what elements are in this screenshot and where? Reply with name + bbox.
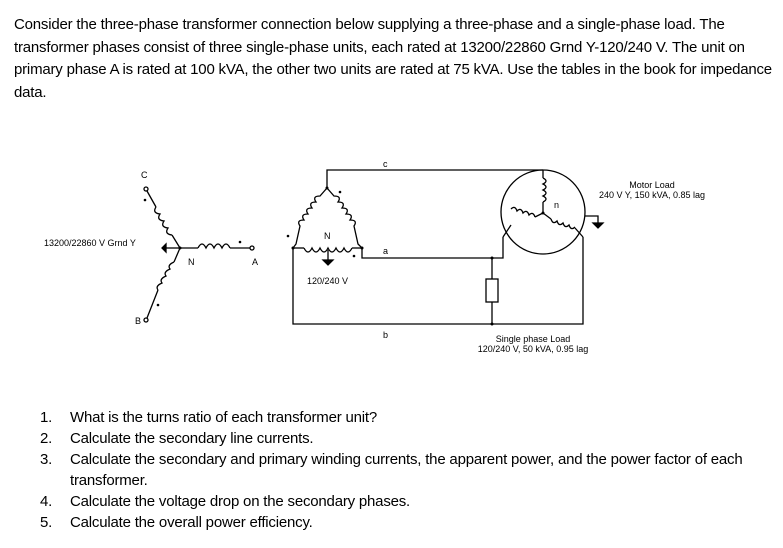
question-item	[40, 512, 780, 533]
primary-voltage-label: 13200/22860 V Grnd Y	[44, 238, 136, 248]
single-phase-load-label	[465, 334, 601, 354]
secondary-line-a-label: a	[383, 246, 389, 256]
secondary-neutral-label: N	[324, 231, 331, 241]
single-phase-load-spec: 120/240 V, 50 kVA, 0.95 lag	[477, 344, 589, 354]
question-text: Calculate the voltage drop on the secondary phases.	[70, 493, 411, 510]
motor-load-title: Motor Load	[629, 180, 675, 190]
question-item	[40, 407, 780, 428]
single-phase-load-title: Single phase Load	[495, 334, 571, 344]
primary-terminal-b-label: B	[135, 316, 142, 326]
question-text: Calculate the secondary line currents.	[70, 430, 314, 447]
question-number: 3.	[40, 451, 53, 468]
motor-load-spec: 240 V Y, 150 kVA, 0.85 lag	[598, 190, 706, 200]
question-text: What is the turns ratio of each transformer unit?	[70, 409, 378, 426]
secondary-delta-winding	[287, 187, 364, 266]
motor-load-label	[588, 180, 716, 200]
secondary-line-b-label: b	[383, 330, 389, 340]
question-item	[40, 449, 780, 491]
question-number: 2.	[40, 430, 53, 447]
problem-statement: Consider the three-phase transformer connection below supplying a three-phase and a single-phase load. The transformer phases consist of three single-phase units, each rated at 13200/22860 Grnd Y-120/240 V. The unit on primary phase A is rated at 100 kVA, the other two units are rated at 75 kVA. Use the tables in the book for impedance data.	[14, 16, 772, 101]
question-number: 1.	[40, 409, 53, 426]
circuit-diagram	[0, 140, 783, 380]
primary-terminal-c-label: C	[141, 170, 148, 180]
motor-neutral-label: n	[554, 200, 560, 210]
question-text: Calculate the secondary and primary winding currents, the apparent power, and the power factor of each transformer.	[70, 451, 743, 489]
question-list	[40, 407, 780, 533]
secondary-line-c-label: c	[383, 159, 388, 169]
question-number: 5.	[40, 514, 53, 531]
primary-neutral-label: N	[188, 257, 195, 267]
question-number: 4.	[40, 493, 53, 510]
primary-wye-winding	[144, 187, 254, 322]
primary-terminal-a-label: A	[252, 257, 259, 267]
question-item	[40, 491, 780, 512]
question-item	[40, 428, 780, 449]
secondary-voltage-label: 120/240 V	[307, 276, 349, 286]
circuit-schematic	[0, 140, 783, 380]
question-text: Calculate the overall power efficiency.	[70, 514, 313, 531]
